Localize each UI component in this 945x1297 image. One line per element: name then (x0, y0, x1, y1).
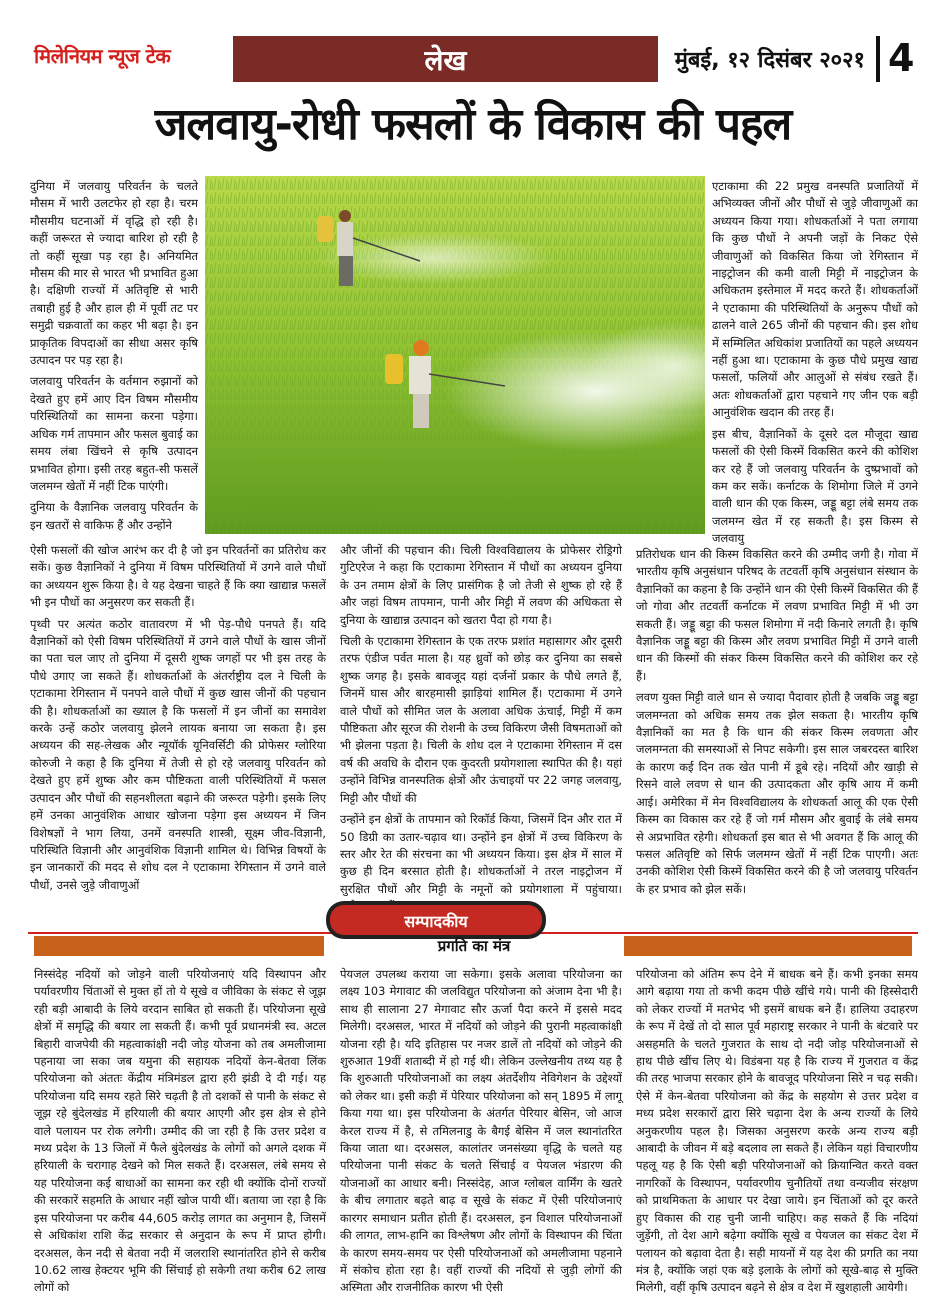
article-col1-top (30, 178, 198, 538)
editorial-col2 (340, 966, 622, 1295)
dateline (663, 36, 873, 82)
editorial-col3 (636, 966, 918, 1295)
masthead (28, 36, 918, 82)
paragraph: पेयजल उपलब्ध कराया जा सकेगा। इसके अलावा परियोजना का लक्ष्य 103 मेगावाट की जलविद्युत परियोजना को अंजाम देना भी है। साथ ही सालाना 27 मेगावाट सौर ऊर्जा पैदा करने में इससे मदद मिलेगी। दरअसल, भारत में नदियों को जोड़ने की पुरानी महत्वाकांक्षी योजना रही है। यदि इतिहास पर नजर डालें तो नदियों को जोड़ने की शुरुआत 19वीं शताब्दी में हो गई थी। लेकिन उल्लेखनीय तथ्य यह है कि शुरुआती परियोजनाओं का लक्ष्य अंतर्देशीय नेविगेशन के उद्देश्यों को लेकर था। इसी कड़ी में पेरियार परियोजना को सन् 1895 में लागू किया गया था। इस परियोजना के अंतर्गत पेरियार बेसिन, जो आज केरल राज्य में है, से तमिलनाडु के बैगई बेसिन में जल स्थानांतरित किया जाता था। दरअसल, कालांतर जनसंख्या वृद्धि के चलते यह परियोजना पानी संकट के चलते सिंचाई व पेयजल भंडारण की योजनाओं का आधार बनी। निस्संदेह, आज ग्लोबल वार्मिंग के खतरे के बीच लगातार बढ़ते बाढ़ व सूखे के संकट में ऐसी परियोजनाएं कारगर समाधान प्रतीत होती हैं। दरअसल, इन विशाल परियोजनाओं की लागत, लाभ-हानि का विश्लेषण और लोगों के विस्थापन की चिंता के कारण समय-समय पर ऐसी परियोजनाओं को अमलीजामा पहनाने में संकोच होता रहा है। वहीं राज्यों की नदियों से जुड़ी लोगों की अस्मिता और राजनीतिक कारण भी ऐसी (340, 967, 622, 1295)
decorative-bar (34, 936, 324, 956)
page-number (876, 36, 922, 82)
brand-name: मिलेनियम न्यूज टेक (34, 44, 171, 68)
editorial-headline: प्रगति का मंत्र (437, 937, 511, 955)
paragraph: पृथ्वी पर अत्यंत कठोर वातावरण में भी पेड़-पौधे पनपते हैं। यदि वैज्ञानिकों को ऐसी विषम परिस्थितियों में उगने वाले पौधों के खास जीनों का पता चल जाए तो दुनिया में दूसरी शुष्क जगहों पर भी इस तरह के पौधे उगाए जा सकते हैं। शोधकर्ताओं के अंतर्राष्ट्रीय दल ने चिली के एटाकामा रेगिस्तान में पनपने वाले पौधों में कुछ खास जीनों की पहचान की है। शोधकर्ताओं का ख्याल है कि फसलों में इन जीनों का समावेश करके उन्हें कठोर जलवायु झेलने लायक बनाया जा सकता है। इस अध्ययन की सह-लेखक और न्यूयॉर्क यूनिवर्सिटी की प्रोफेसर ग्लोरिया कोरुजी ने कहा है कि दुनिया में तेजी से हो रहे जलवायु परिवर्तन को देखते हुए हमें शुष्क और कम पौष्टिकता वाली परिस्थितियों में फसल उत्पादन और पौधों की सहनशीलता बढ़ाने की जरूरत पड़ेगी। इसके लिए हमें उनका आनुवंशिक आधार खोजना पड़ेगा इस अध्ययन में जिन विशेषज्ञों ने भाग लिया, उनमें वनस्पति शास्त्री, सूक्ष्म जीव-विज्ञानी, परिस्थिति विज्ञानी और आनुवंशिक विज्ञानी शामिल थे। विभिन्न विषयों के इन जानकारों की मदद से शोध दल ने एटाकामा रेगिस्तान में उगने वाले पौधों, उनसे जुड़े जीवाणुओं (30, 616, 326, 892)
editorial-tag (330, 905, 542, 935)
paragraph: निस्संदेह नदियों को जोड़ने वाली परियोजनाएं यदि विस्थापन और पर्यावरणीय चिंताओं से मुक्त हों तो ये सूखे व जीविका के संकट से जूझ रही बड़ी आबादी के लिये वरदान साबित हो सकती हैं। परियोजना सूखे क्षेत्रों में समृद्धि की बयार ला सकती हैं। कभी पूर्व प्रधानमंत्री स्व. अटल बिहारी वाजपेयी की महत्वाकांक्षी नदी जोड़ योजना को तब अमलीजामा पहनाया जा सका जब यमुना की सहायक नदियों केन-बेतवा लिंक परियोजना को अंततः केंद्रीय मंत्रिमंडल द्वारा हरी झंडी दे दी गई। यह परियोजना यदि समय रहते सिरे चढ़ती है तो दशकों से पानी के संकट से जूझ रहे बुंदेलखंड में हरियाली की बयार आएगी और इस क्षेत्र से होने वाले पलायन पर रोक लगेगी। उम्मीद की जा रही है कि उत्तर प्रदेश व मध्य प्रदेश के 13 जिलों में फैले बुंदेलखंड के लोगों को अगले दशक में हरियाली के चरागाह देखने को मिल सकते हैं। दरअसल, लंबे समय से यह परियोजना कई बाधाओं का सामना कर रही थी क्योंकि दोनों राज्यों की सरकारें सहमति के आधार नहीं खोज पायी थीं। बताया जा रहा है कि इस परियोजना पर करीब 44,605 करोड़ लागत का अनुमान है, जिसमें से अधिकांश राशि केंद्र सरकार से अनुदान के रूप में प्राप्त होगी। दरअसल, केन नदी से बेतवा नदी में जलराशि स्थानांतरित होने से करीब 10.62 लाख हेक्टयर भूमि की सिंचाई हो सकेगी तथा करीब 62 लाख लोगों को (34, 967, 326, 1295)
paragraph: प्रतिरोधक धान की किस्म विकसित करने की उम्मीद जगी है। गोवा में भारतीय कृषि अनुसंधान परिषद के तटवर्ती कृषि अनुसंधान संस्थान के वैज्ञानिकों का कहना है कि उन्होंने धान की ऐसी किस्में विकसित की हैं जो गोवा और तटवर्ती कर्नाटक में लवण प्रभावित मिट्टी में भी उग सकती हैं। जड्डू बट्टा की फसल शिमोगा में नदी किनारे लगती है। कृषि वैज्ञानिक जड्डू बट्टा की किस्म और लवण प्रभावित मिट्टी में उगने वाली धान की किस्मों की संकर किस्म विकसित करने की कोशिश कर रहे हैं। (636, 547, 918, 683)
article-col1-bottom (30, 542, 326, 892)
date-text: मुंबई, १२ दिसंबर २०२१ (674, 48, 865, 73)
paragraph: दुनिया के वैज्ञानिक जलवायु परिवर्तन के इन खतरों से वाकिफ हैं और उन्होंने (30, 500, 198, 532)
paragraph: उन्होंने इन क्षेत्रों के तापमान को रिकॉर्ड किया, जिसमें दिन और रात में 50 डिग्री का उतार-चढ़ाव था। उन्होंने इन क्षेत्रों में उच्च विकिरण के स्तर और रेत की संरचना का भी अध्ययन किया। इस क्षेत्र में साल में कुछ ही दिन बरसात होती है। शोधकर्ताओं ने तरल नाइट्रोजन में सुरक्षित पौधों और मिट्टी के नमूनों को प्रयोगशाला में पहुंचाया। (340, 812, 622, 896)
page-number-text: 4 (888, 36, 915, 80)
paragraph: चिली के एटाकामा रेगिस्तान के एक तरफ प्रशांत महासागर और दूसरी तरफ एंडीज पर्वत माला है। यह ध्रुवों को छोड़ कर दुनिया का सबसे शुष्क जगह है। इसके बावजूद यहां दर्जनों प्रकार के पौधे लगते हैं, जिनमें घास और बारहमासी झाड़ियां शामिल हैं। एटाकामा में उगने वाले पौधों को सीमित जल के अलावा अधिक ऊंचाई, मिट्टी में कम पौष्टिकता और सूरज की रोशनी के उच्च विकिरण जैसी विषमताओं को भी झेलना पड़ता है। चिली के शोध दल ने एटाकामा रेगिस्तान में दस वर्ष की अवधि के दौरान एक कुदरती प्रयोगशाला स्थापित की है। यहां उन्होंने विभिन्न वानस्पतिक क्षेत्रों और ऊंचाइयों पर 22 जगह जलवायु, मिट्टी और पौधों की (340, 634, 622, 805)
editorial-col1 (34, 966, 326, 1295)
section-title: लेख (424, 44, 467, 77)
paragraph: जलवायु परिवर्तन के वर्तमान रुझानों को देखते हुए हमें आए दिन विषम मौसमीय परिस्थितियों का सामना करना पड़ेगा। अधिक गर्म तापमान और फसल बुवाई का समय लंबा खिंचने से कृषि उत्पादन प्रभावित होगा। इसी तरह बहुत-सी फसलें जलमग्न खेतों में नहीं टिक पाएंगी। (30, 374, 198, 493)
photo-graphic (205, 176, 705, 534)
brand-logo (28, 36, 228, 82)
paragraph: ऐसी फसलों की खोज आरंभ कर दी है जो इन परिवर्तनों का प्रतिरोध कर सकें। कुछ वैज्ञानिकों ने दुनिया में विषम परिस्थितियों में उगने वाले पौधों का अध्ययन शुरू किया है। वे यह देखना चाहते हैं कि क्या खाद्यान्न फसलें भी इन पौधों का अनुसरण कर सकती हैं। (30, 543, 326, 610)
paragraph: लवण युक्त मिट्टी वाले धान से ज्यादा पैदावार होती है जबकि जड्डू बट्टा जलमग्नता को अधिक समय तक झेल सकता है। भारतीय कृषि वैज्ञानिकों का मत है कि धान की संकर किस्म लवणता और जलमग्नता की समस्याओं से निपट सकेगी। इस साल जबरदस्त बारिश के कारण कई दिन तक खेत पानी में डूबे रहे। नदियों और खाड़ी से रिसने वाले लवण से धान की उत्पादकता और कृषि आय में कमी आई। अमेरिका में मेन विश्वविद्यालय के शोधकर्ता आलू की एक ऐसी किस्म का विकास कर रहे हैं जो गर्म मौसम और बुवाई के लंबे समय से अप्रभावित रहेगी। शोधकर्ता इस बात से भी अवगत हैं कि आलू की फसल अतिवृष्टि को सिर्फ जलमग्न खेतों में नहीं टिक पाएगी। अतः उनकी कोशिश ऐसी किस्में विकसित करने की है जो जलवायु परिवर्तन के हर प्रभाव को झेल सकें। (636, 690, 918, 896)
article-col3-top (712, 178, 919, 546)
paragraph: दुनिया में जलवायु परिवर्तन के चलते मौसम में भारी उलटफेर हो रहा है। चरम मौसमीय घटनाओं में वृद्धि हो रही है। कहीं जरूरत से ज्यादा बारिश हो रही है तो कहीं सूखा पड़ रहा है। अनियमित मौसम की मार से भारत भी प्रभावित हुआ है। दक्षिणी राज्यों में अतिवृष्टि से भारी तबाही हुई है और हाल ही में पूर्वी तट पर समुद्री चक्रवातों का कहर भी बढ़ा है। इन प्राकृतिक विपदाओं का सीधा असर कृषि उत्पादन पर पड़ रहा है। (30, 179, 198, 368)
paragraph: एटाकामा की 22 प्रमुख वनस्पति प्रजातियों में अभिव्यक्त जीनों और पौधों से जुड़े जीवाणुओं का अध्ययन किया गया। शोधकर्ताओं ने पता लगाया कि कुछ पौधों ने अपनी जड़ों के निकट ऐसे जीवाणुओं को विकसित किया जो रेगिस्तान में नाइट्रोजन की कमी वाली मिट्टी में नाइट्रोजन के अधिकतम इस्तेमाल में मदद करते हैं। शोधकर्ताओं ने एटाकामा की परिस्थितियों के अनुरूप पौधों को ढालने वाले 265 जीनों की पहचान की। इस शोध में सम्मिलित अधिकांश प्रजातियों का पहले अध्ययन नहीं हुआ था। एटाकामा के कुछ पौधे प्रमुख खाद्य फसलों, फलियों और आलुओं से संबंध रखते हैं। अतः शोधकर्ताओं द्वारा पहचाने गए जीन एक बड़ी आनुवंशिक खदान की तरह हैं। (712, 179, 919, 420)
article-col2 (340, 542, 622, 896)
decorative-bar (624, 936, 912, 956)
paragraph: और जीनों की पहचान की। चिली विश्वविद्यालय के प्रोफेसर रोड्रिगो गुटिएरेज ने कहा कि एटाकामा रेगिस्तान में पौधों का अध्ययन दुनिया के उन तमाम क्षेत्रों के लिए प्रासंगिक है जो तेजी से शुष्क हो रहे हैं और जहां विषम तापमान, पानी और मिट्टी में लवण की अधिकता से दुनिया के खाद्यान्न उत्पादन को खतरा पैदा हो गया है। (340, 543, 622, 627)
section-band (233, 36, 658, 82)
article-headline: जलवायु-रोधी फसलों के विकास की पहल (154, 99, 792, 150)
crop-spraying-photo (205, 176, 705, 534)
paragraph: परियोजना को अंतिम रूप देने में बाधक बने हैं। कभी इनका समय आगे बढ़ाया गया तो कभी कदम पीछे खींचे गये। पानी की हिस्सेदारी को लेकर राज्यों में मतभेद भी इसमें बाधक बने हैं। हालिया उदाहरण के रूप में देखें तो दो साल पूर्व महाराष्ट्र सरकार ने पानी के बंटवारे पर असहमति के चलते गुजरात के साथ दो नदी जोड़ परियोजनाओं से हाथ पीछे खींच लिए थे। विडंबना यह है कि राज्य में गुजरात व केंद्र की तरह भाजपा सरकार होने के बावजूद परियोजना सिरे न चढ़ सकी। ऐसे में केन-बेतवा परियोजना को केंद्र के सहयोग से उत्तर प्रदेश व मध्य प्रदेश सरकारों द्वारा सिरे चढ़ाना देश के अन्य राज्यों के लिये अनुकरणीय पहल है। जिसका अनुसरण करके अन्य राज्य बड़ी आबादी के जीवन में बड़े बदलाव ला सकते हैं। लेकिन यहां विचारणीय पहलू यह है कि ऐसी बड़ी परियोजनाओं को क्रियान्वित करते वक्त नागरिकों के विस्थापन, पर्यावरणीय चुनौतियों तथा वन्यजीव संरक्षण को प्राथमिकता के आधार पर देखा जाये। इन चिंताओं को दूर करते हुए विकास की राह चुनी जानी चाहिए। कह सकते हैं कि नदियां जुड़ेंगी, तो देश आगे बढ़ेगा क्योंकि सूखे व पेयजल का संकट देश में पलायन को बढ़ावा देता है। सही मायनों में यह देश की प्रगति का नया मंत्र है, क्योंकि जहां एक बड़े इलाके के लोगों को सूखे-बाढ़ से मुक्ति मिलेगी, वहीं कृषि उत्पादन बढ़ने से क्षेत्र व देश में खुशहाली आयेगी। (636, 967, 918, 1295)
article-col3-bottom (636, 546, 918, 896)
editorial-tag-text: सम्पादकीय (404, 912, 468, 931)
paragraph: इस बीच, वैज्ञानिकों के दूसरे दल मौजूदा खाद्य फसलों की ऐसी किस्में विकसित करने की कोशिश कर रहे हैं जो जलवायु परिवर्तन के दुष्प्रभावों को कम कर सकें। कर्नाटक के शिमोगा जिले में उगने वाली धान की एक किस्म, जड्डू बट्टा लंबे समय तक जलमग्न खेत में रह सकती है। इस किस्म से जलवायु (712, 426, 918, 546)
